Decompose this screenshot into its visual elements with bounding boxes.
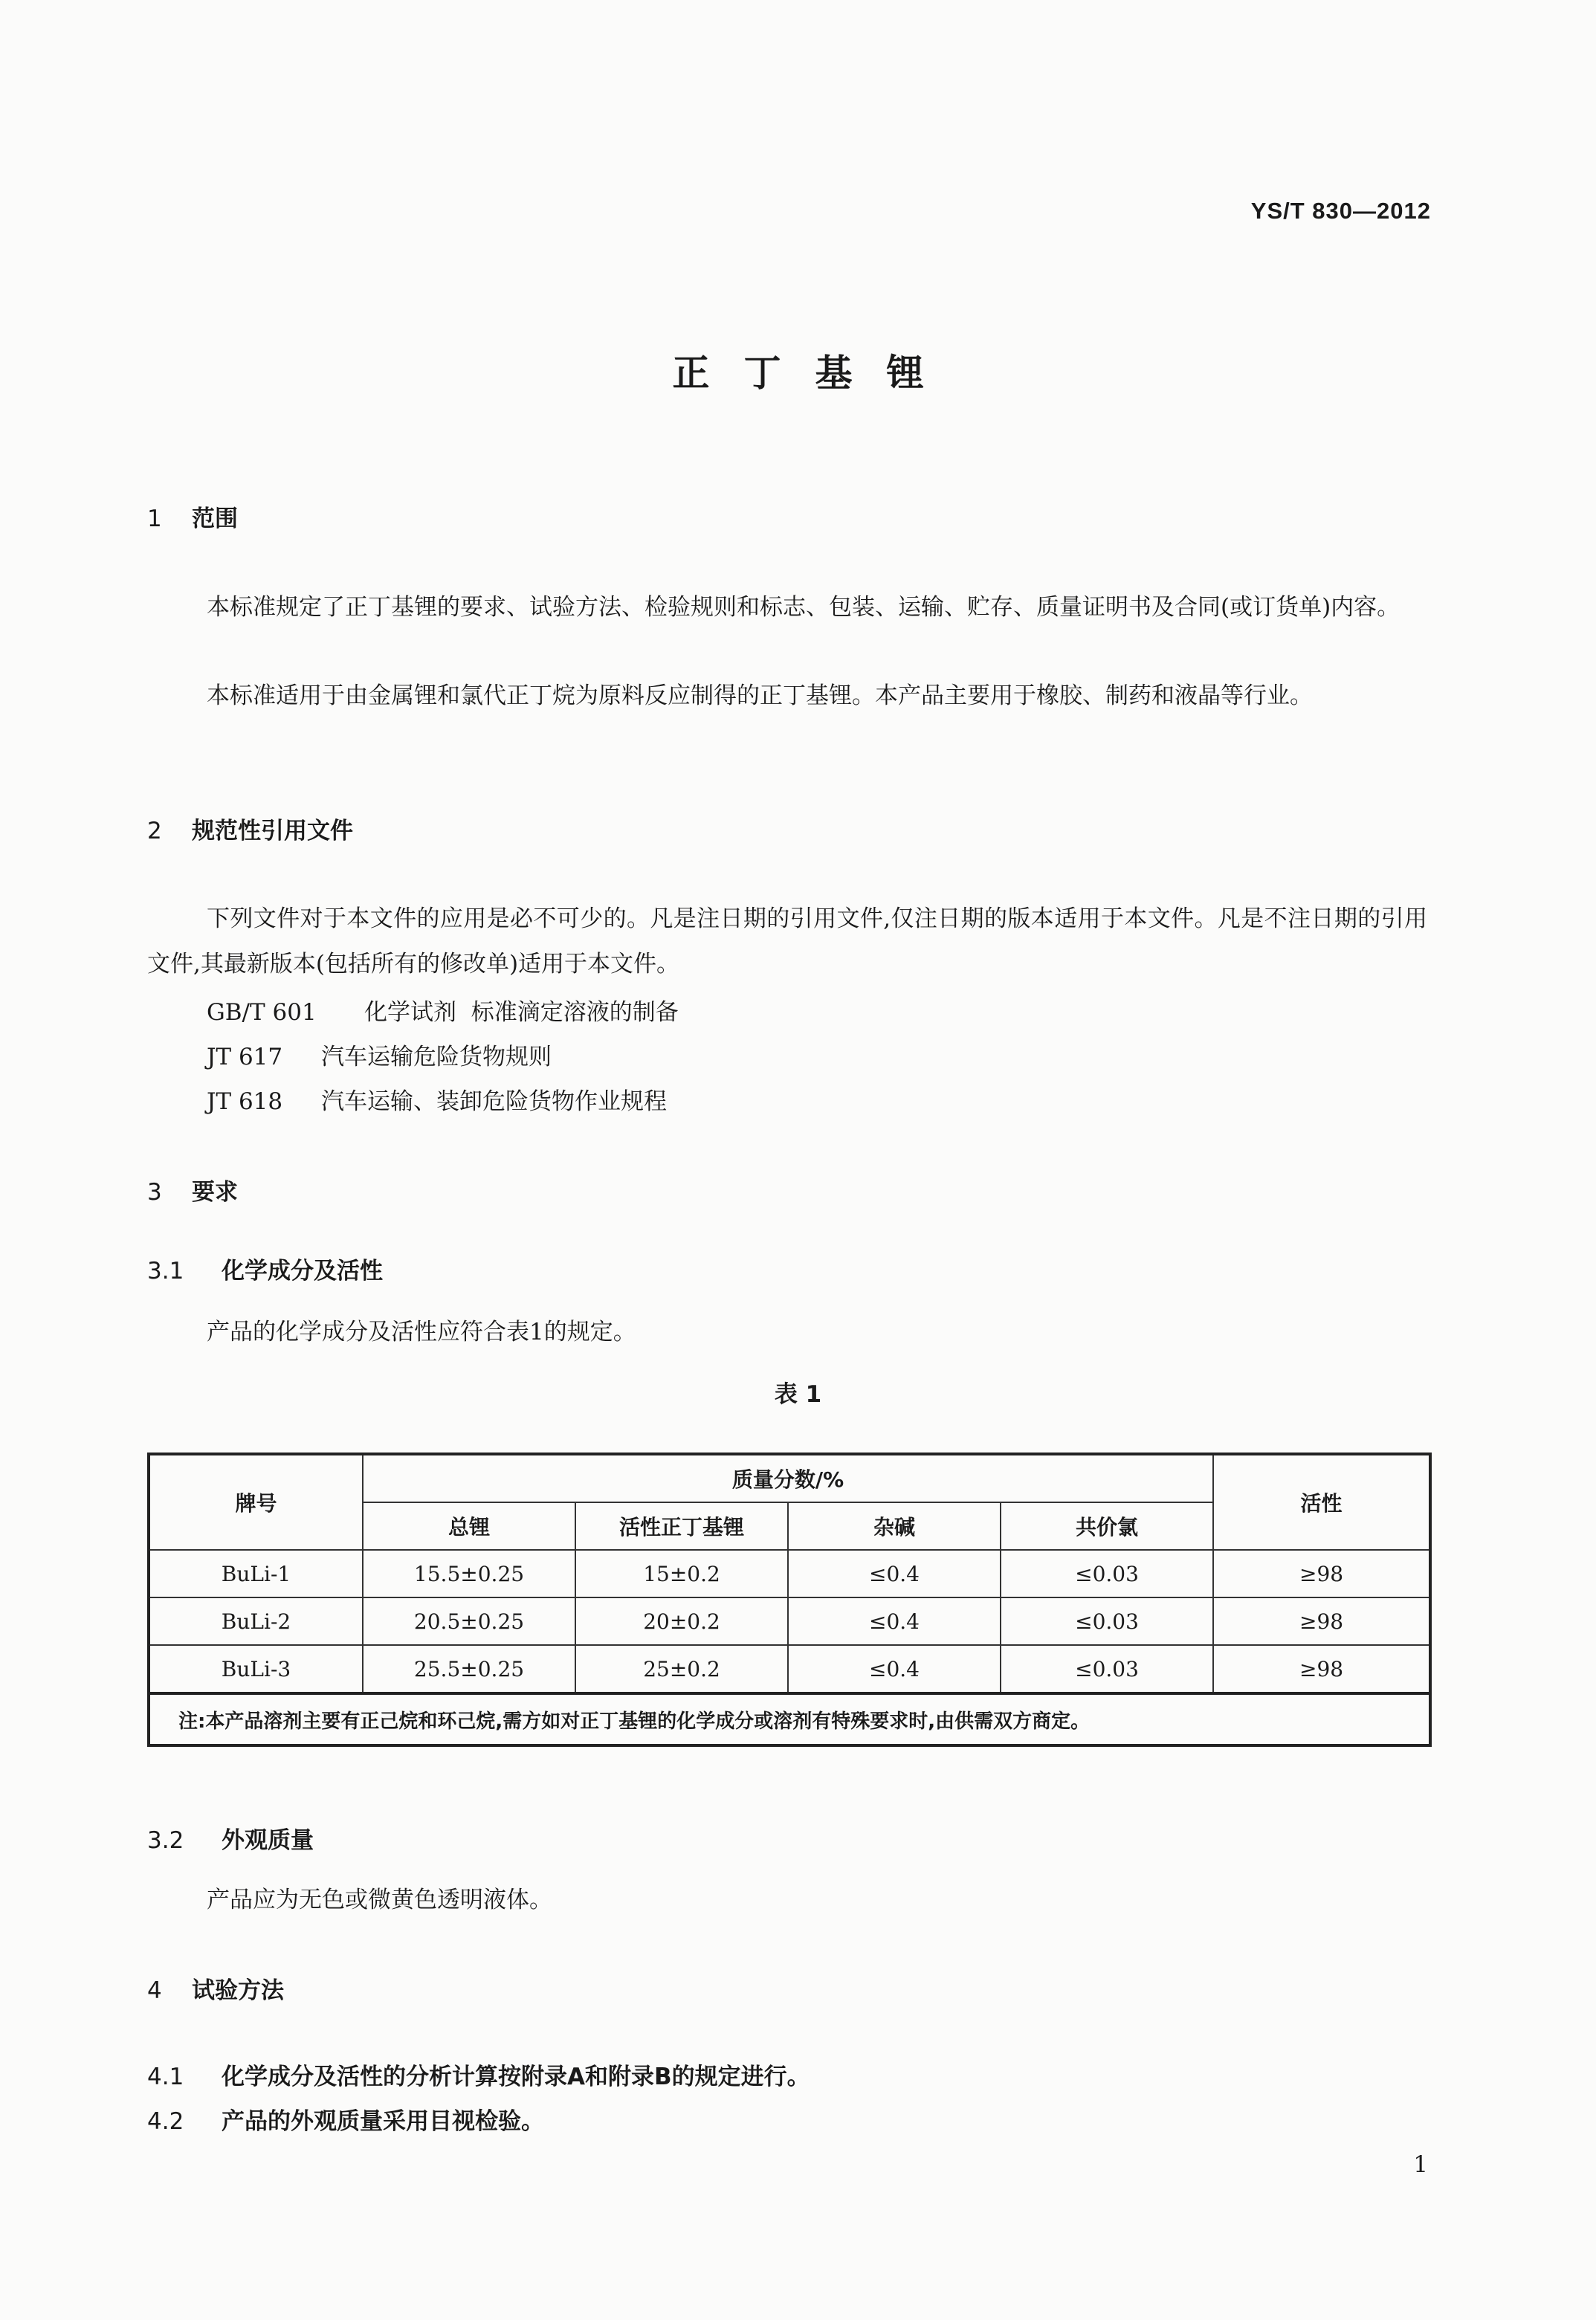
header-total-lithium: 总锂 — [363, 1502, 575, 1550]
section-title: 化学成分及活性 — [222, 1258, 383, 1285]
cell-impurity-base: ≤0.4 — [788, 1597, 1001, 1645]
header-activity: 活性 — [1213, 1454, 1430, 1550]
section-number: 3.2 — [147, 1827, 184, 1854]
cell-covalent-chlorine: ≤0.03 — [1001, 1550, 1213, 1597]
cell-active-butyllithium: 25±0.2 — [575, 1645, 788, 1693]
section-2-heading — [147, 812, 353, 845]
cell-activity: ≥98 — [1213, 1597, 1430, 1645]
header-active-butyllithium: 活性正丁基锂 — [575, 1502, 788, 1550]
section-number: 3 — [147, 1179, 162, 1206]
section-number: 4 — [147, 1977, 162, 2004]
header-impurity-base: 杂碱 — [788, 1502, 1001, 1550]
cell-grade: BuLi-3 — [149, 1645, 363, 1693]
section-title: 范围 — [192, 505, 238, 532]
section-title: 要求 — [192, 1179, 238, 1206]
document-title: 正丁基锂 — [672, 352, 958, 395]
cell-active-butyllithium: 20±0.2 — [575, 1597, 788, 1645]
cell-impurity-base: ≤0.4 — [788, 1550, 1001, 1597]
cell-total-lithium: 20.5±0.25 — [363, 1597, 575, 1645]
cell-covalent-chlorine: ≤0.03 — [1001, 1645, 1213, 1693]
section-title: 试验方法 — [192, 1977, 284, 2004]
table-row — [149, 1550, 1430, 1597]
section-number: 2 — [147, 818, 162, 844]
reference-title: 汽车运输危险货物规则 — [321, 1044, 552, 1070]
section-3-2-heading — [147, 1821, 314, 1855]
scope-paragraph-1: 本标准规定了正丁基锂的要求、试验方法、检验规则和标志、包装、运输、贮存、质量证明书及合同(或订货单)内容。 — [207, 594, 1400, 621]
section-3-1-text: 产品的化学成分及活性应符合表1的规定。 — [207, 1319, 636, 1345]
table-1 — [147, 1453, 1432, 1747]
reference-code: GB/T 601 — [207, 999, 317, 1026]
section-number: 1 — [147, 505, 162, 532]
section-number: 4.1 — [147, 2064, 184, 2090]
section-title: 规范性引用文件 — [192, 818, 353, 844]
section-text: 产品的外观质量采用目视检验。 — [222, 2108, 544, 2135]
section-4-heading — [147, 1971, 284, 2005]
reference-title: 化学试剂 标准滴定溶液的制备 — [364, 999, 679, 1026]
table-row — [149, 1645, 1430, 1693]
reference-item — [207, 1038, 552, 1071]
section-3-2-text: 产品应为无色或微黄色透明液体。 — [207, 1887, 552, 1913]
section-4-2 — [147, 2102, 544, 2136]
section-1-heading — [147, 500, 238, 533]
cell-grade: BuLi-2 — [149, 1597, 363, 1645]
table-row — [149, 1597, 1430, 1645]
cell-active-butyllithium: 15±0.2 — [575, 1550, 788, 1597]
table-caption: 表 1 — [774, 1381, 822, 1408]
cell-grade: BuLi-1 — [149, 1550, 363, 1597]
normative-references-paragraph: 下列文件对于本文件的应用是必不可少的。凡是注日期的引用文件,仅注日期的版本适用于本文件。凡是不注日期的引用文件,其最新版本(包括所有的修改单)适用于本文件。 — [147, 905, 1427, 978]
reference-title: 汽车运输、装卸危险货物作业规程 — [321, 1088, 667, 1115]
table-note: 注:本产品溶剂主要有正己烷和环己烷,需方如对正丁基锂的化学成分或溶剂有特殊要求时,由供需双方商定。 — [149, 1693, 1430, 1745]
cell-covalent-chlorine: ≤0.03 — [1001, 1597, 1213, 1645]
section-4-1 — [147, 2058, 810, 2091]
section-text: 化学成分及活性的分析计算按附录A和附录B的规定进行。 — [222, 2064, 810, 2090]
cell-impurity-base: ≤0.4 — [788, 1645, 1001, 1693]
section-number: 3.1 — [147, 1258, 184, 1285]
reference-code: JT 618 — [207, 1088, 283, 1115]
reference-item — [207, 993, 679, 1027]
cell-total-lithium: 15.5±0.25 — [363, 1550, 575, 1597]
section-title: 外观质量 — [222, 1827, 314, 1854]
reference-code: JT 617 — [207, 1044, 283, 1070]
reference-item — [207, 1082, 667, 1116]
page-number: 1 — [1413, 2151, 1428, 2178]
section-number: 4.2 — [147, 2108, 184, 2135]
cell-activity: ≥98 — [1213, 1645, 1430, 1693]
section-3-1-heading — [147, 1252, 383, 1285]
header-mass-fraction: 质量分数/% — [363, 1454, 1213, 1502]
header-covalent-chlorine: 共价氯 — [1001, 1502, 1213, 1550]
header-grade: 牌号 — [149, 1454, 363, 1550]
cell-total-lithium: 25.5±0.25 — [363, 1645, 575, 1693]
scope-paragraph-2: 本标准适用于由金属锂和氯代正丁烷为原料反应制得的正丁基锂。本产品主要用于橡胶、制药和液晶等行业。 — [207, 682, 1313, 709]
standard-code: YS/T 830—2012 — [1250, 198, 1431, 224]
cell-activity: ≥98 — [1213, 1550, 1430, 1597]
section-3-heading — [147, 1173, 238, 1206]
